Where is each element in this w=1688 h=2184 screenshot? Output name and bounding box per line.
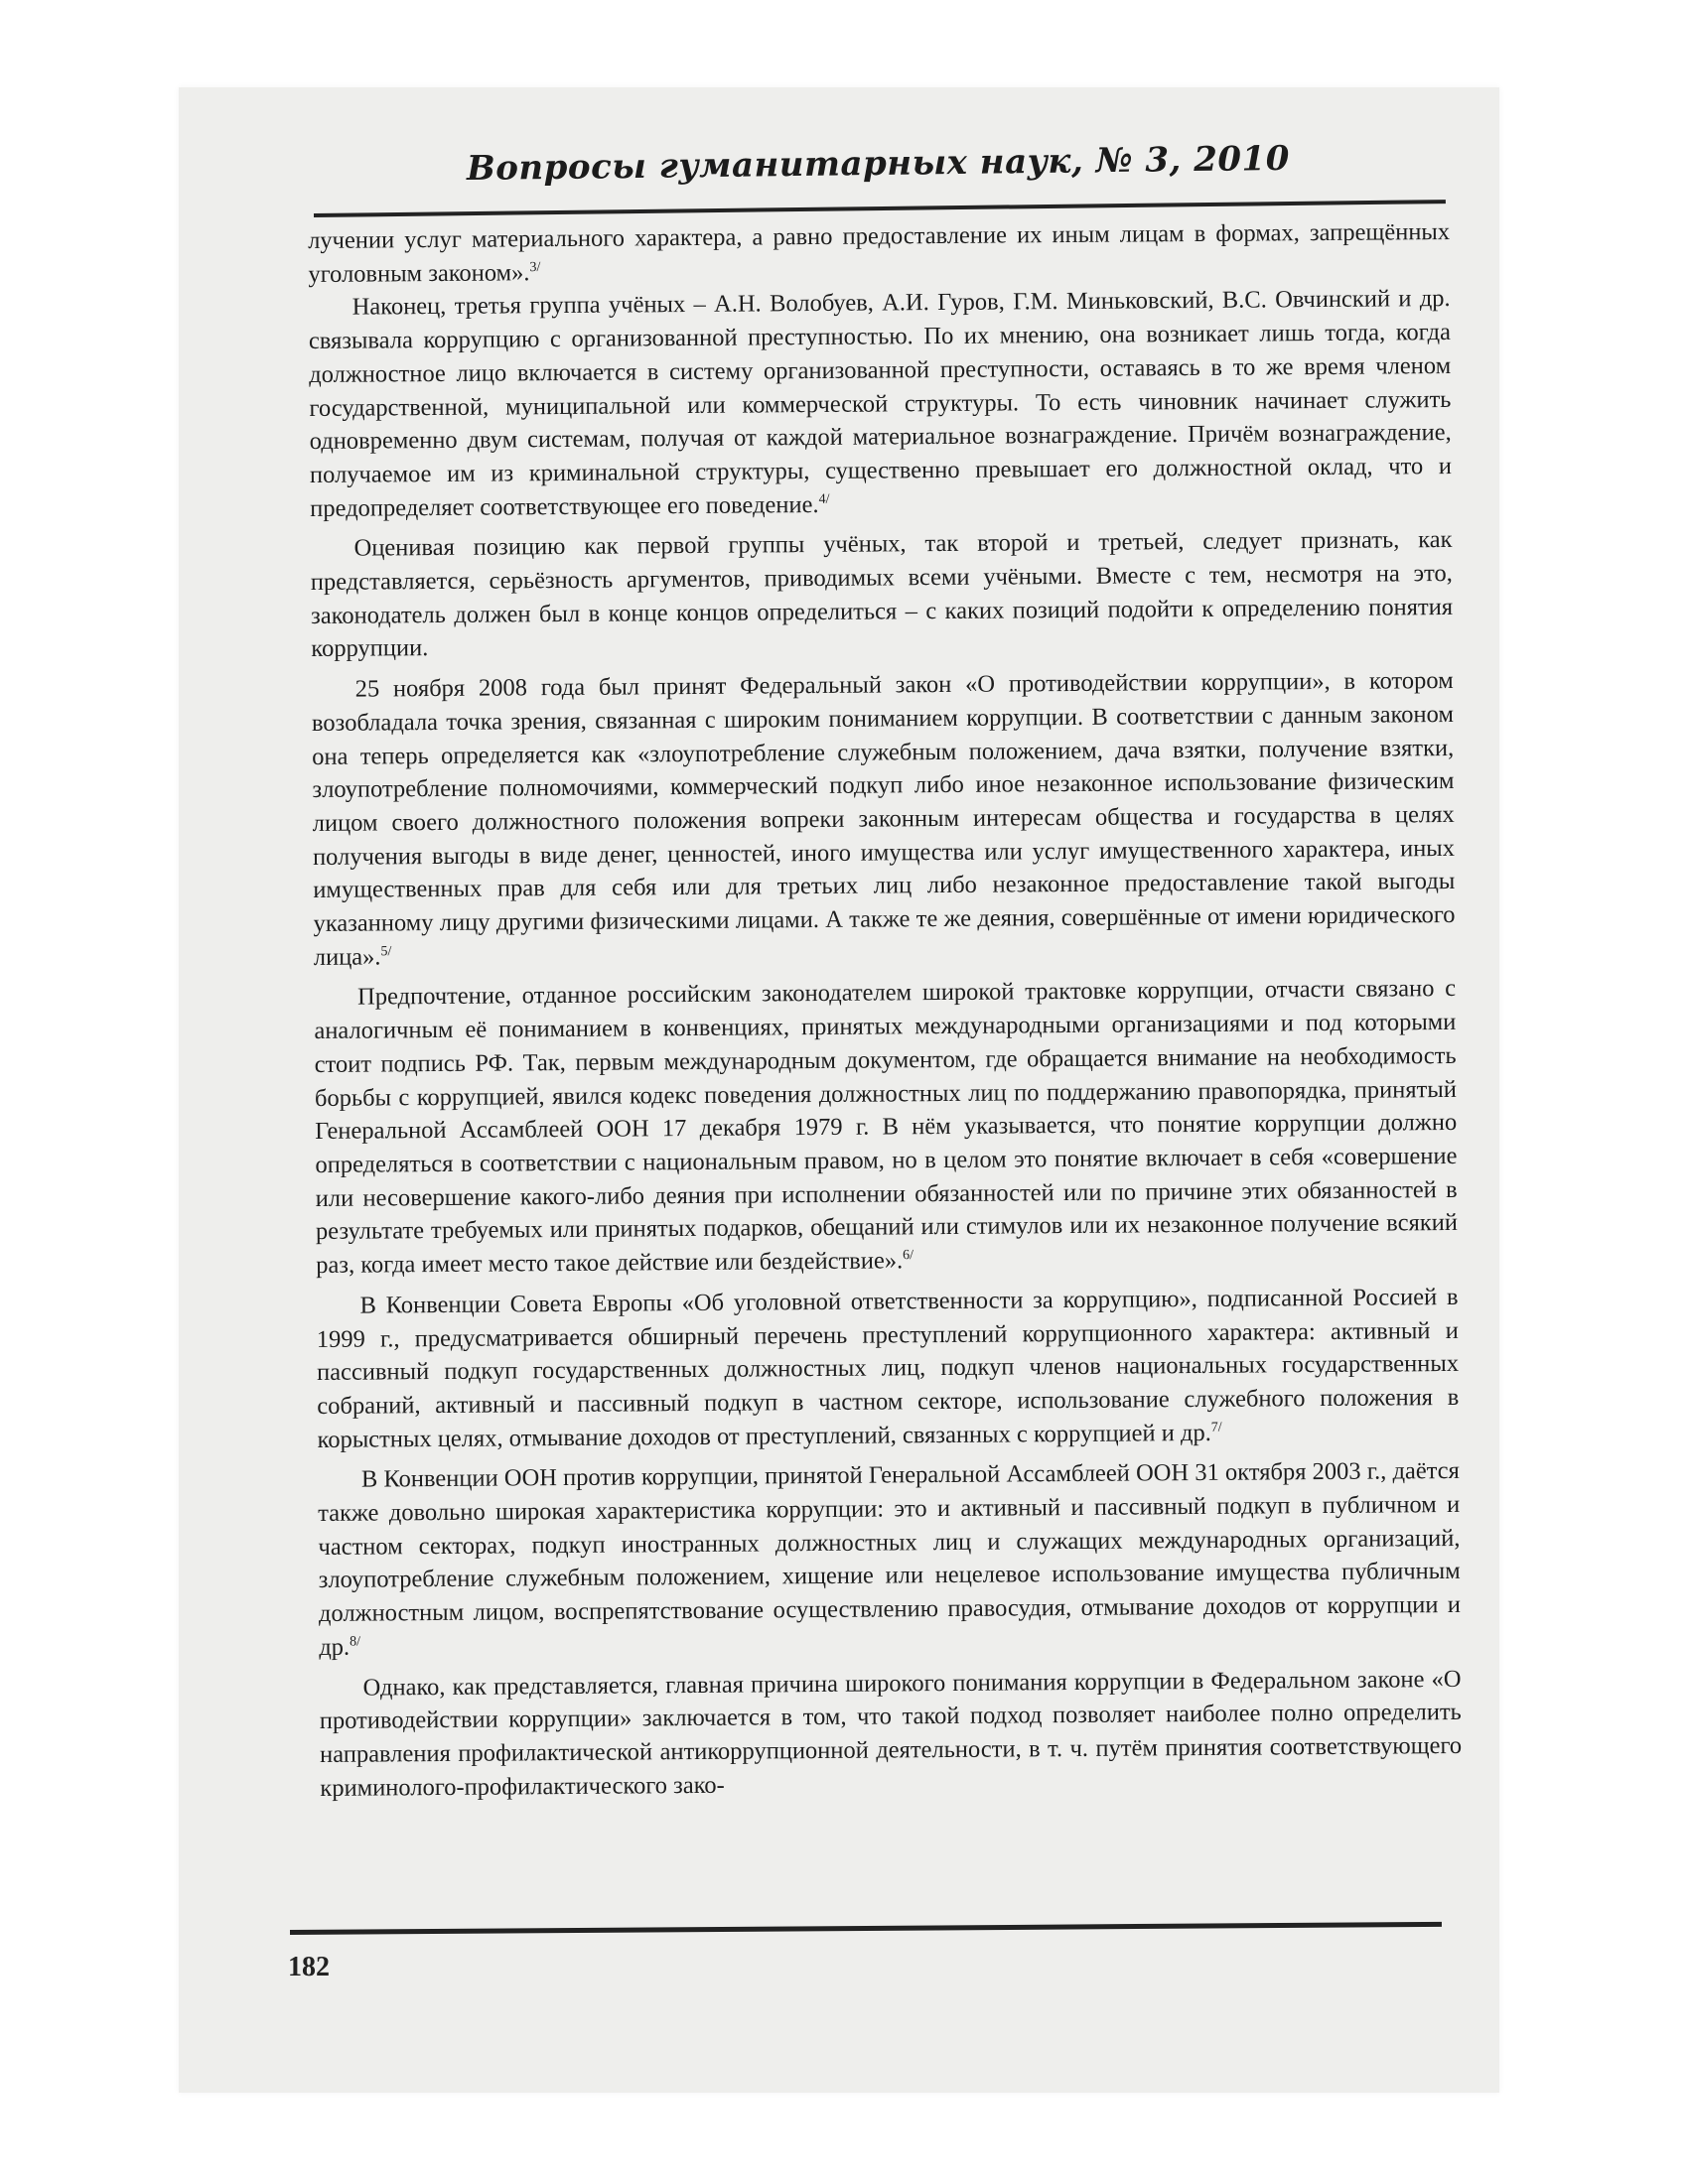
paragraph-continuation: лучении услуг материального характера, а равно предоставление их иным лицам в формах, запрещённых уголовным законом».$^{3/}$ [308,217,1451,288]
footnote-ref: 3/ [529,259,541,275]
journal-running-head: Вопросы гуманитарных наук, № 3, 2010 [466,138,1291,189]
paragraph: 25 ноября 2008 года был принят Федеральный закон «О противодействии коррупции», в котором возобладала точка зрения, связанная с широким пониманием коррупции. В соответствии с данным законом она теперь определяется как «злоупотребление служебным положением, дача взятки, получение взятки, злоупотребление полномочиями, коммерческий подкуп либо иное незаконное использование физическим лицом своего должностного положения вопреки законным интересам общества и государства в целях получения выгоды в виде денег, ценностей, иного имущества или услуг имущественного характера, иных имущественных прав для себя или для третьих лиц либо незаконное предоставление такой выгоды указанному лицу другими физическими лицами. А также те же деяния, совершённые от имени юридического лица».$^{5/}$ [311,667,1456,971]
page-number: 182 [288,1952,330,1982]
paragraph: Наконец, третья группа учёных – А.Н. Волобуев, А.И. Гуров, Г.М. Миньковский, В.С. Овчинский и др. связывала коррупцию с организованной преступностью. По их мнению, она возникает лишь тогда, когда должностное лицо включается в систему организованной преступности, оставаясь в то же время членом государственной, муниципальной или коммерческой структуры. То есть чиновник начинает служить одновременно двум системам, получая от каждой материальное вознаграждение. Причём вознаграждение, получаемое им из криминальной структуры, существенно превышает его должностной оклад, что и предопределяет соответствующее его поведение.$^{4/}$ [308,285,1453,522]
paragraph: Предпочтение, отданное российским законодателем широкой трактовке коррупции, отчасти связано с аналогичным её пониманием в конвенциях, принятых международными организациями и под которыми стоит подпись РФ. Так, первым международным документом, где обращается внимание на необходимость борьбы с коррупцией, явился кодекс поведения должностных лиц по поддержанию правопорядка, принятый Генеральной Ассамблеей ООН 17 декабря 1979 г. В нём указывается, что понятие коррупции должно определяться в соответствии с национальным правом, но в целом это понятие включает в себя «совершение или несовершение какого-либо деяния при исполнении обязанностей или по причине этих обязанностей в результате требуемых или принятых подарков, обещаний или стимулов или их незаконное получение всякий раз, когда имеет место такое действие или бездействие».$^{6/}$ [314,975,1459,1280]
footnote-ref: 5/ [380,943,392,960]
footnote-ref: 6/ [903,1248,914,1264]
footnote-ref: 8/ [350,1634,361,1650]
footnote-ref: 7/ [1210,1420,1222,1435]
paragraph: Однако, как представляется, главная причина широкого понимания коррупции в Федеральном законе «О противодействии коррупции» заключается в том, что такой подход позволяет наиболее полно определить направления профилактической антикоррупционной деятельности, в т. ч. путём принятия соответствующего криминолого-профилактического зако- [319,1665,1463,1802]
article-body [308,215,1462,1805]
footnote-ref: 4/ [818,491,830,507]
paragraph: В Конвенции Совета Европы «Об уголовной ответственности за коррупцию», подписанной Россией в 1999 г., предусматривается обширный перечень преступлений коррупционного характера: активный и пассивный подкуп государственных должностных лиц, подкуп членов национальных государственных собраний, активный и пассивный подкуп в частном секторе, использование служебного положения в корыстных целях, отмывание доходов от преступлений, связанных с коррупцией и др.$^{7/}$ [316,1283,1460,1453]
paragraph: В Конвенции ООН против коррупции, принятой Генеральной Ассамблеей ООН 31 октября 2003 г., даётся также довольно широкая характеристика коррупции: это и активный и пассивный подкуп в публичном и частном секторах, подкуп иностранных должностных лиц и служащих международных организаций, злоупотребление служебным положением, хищение или нецелевое использование имущества публичным должностным лицом, воспрепятствование осуществлению правосудия, отмывание доходов от коррупции и др.$^{8/}$ [318,1457,1462,1661]
paragraph: Оценивая позицию как первой группы учёных, так второй и третьей, следует признать, как представляется, серьёзность аргументов, приводимых всеми учёными. Вместе с тем, несмотря на это, законодатель должен был в конце концов определиться – с каких позиций подойти к определению понятия коррупции. [310,526,1454,663]
